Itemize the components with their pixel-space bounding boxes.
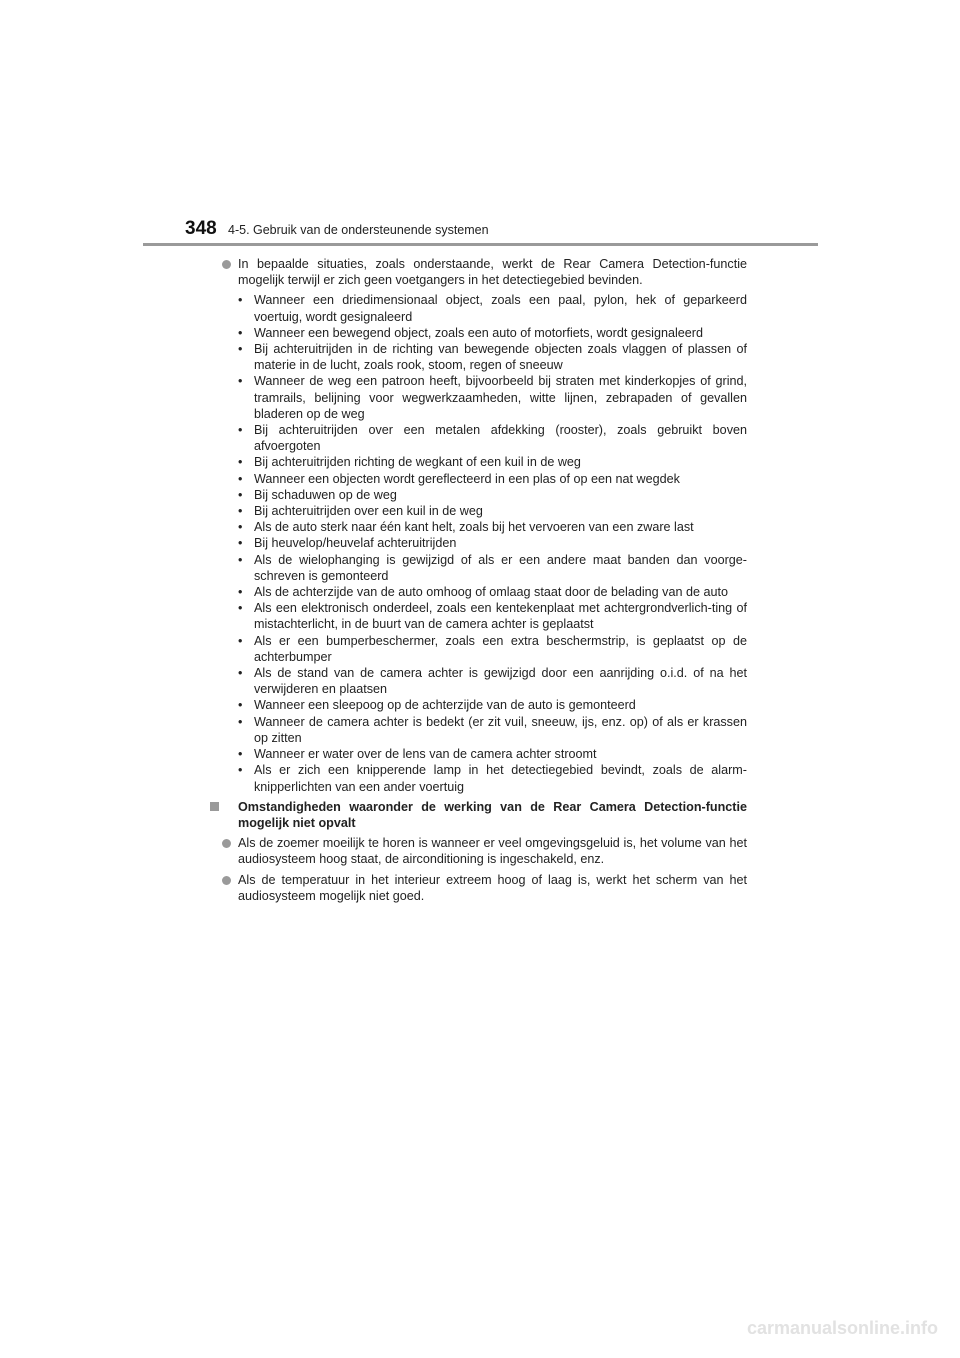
list-item: • Wanneer een bewegend object, zoals een auto of motorfiets, wordt gesignaleerd [254,325,747,341]
section-paragraph [222,872,747,904]
section-paragraph-text: Als de temperatuur in het interieur extreem hoog of laag is, werkt het scherm van het audiosysteem mogelijk niet goed. [238,872,747,903]
list-item: • Als een elektronisch onderdeel, zoals een kentekenplaat met achtergrondverlich-ting of mistachterlicht, in de buurt van de camera achter is geplaatst [254,600,747,632]
list-item: • Als de auto sterk naar één kant helt, zoals bij het vervoeren van een zware last [254,519,747,535]
list-item: • Als de achterzijde van de auto omhoog of omlaag staat door de belading van de auto [254,584,747,600]
section-heading [210,799,747,831]
list-item: • Wanneer een objecten wordt gereflecteerd in een plas of op een nat wegdek [254,471,747,487]
list-item: • Wanneer een driedimensionaal object, zoals een paal, pylon, hek of geparkeerd voertuig, wordt gesignaleerd [254,292,747,324]
circle-bullet-icon [222,876,231,885]
list-item: • Wanneer de weg een patroon heeft, bijvoorbeeld bij straten met kinderkopjes of grind, tramrails, belijning voor wegwerkzaamheden, witte lijnen, zebrapaden of gevallen bladeren op de weg [254,373,747,422]
list-item: • Als de wielophanging is gewijzigd of als er een andere maat banden dan voorge-schreven is gemonteerd [254,552,747,584]
list-item: • Bij heuvelop/heuvelaf achteruitrijden [254,535,747,551]
conditions-list [222,292,747,794]
list-item: • Wanneer de camera achter is bedekt (er zit vuil, sneeuw, ijs, enz. op) of als er krassen op zitten [254,714,747,746]
intro-paragraph [222,256,747,288]
page-number: 348 [185,218,217,239]
list-item: • Bij achteruitrijden in de richting van bewegende objecten zoals vlaggen of plassen of materie in de lucht, zoals rook, stoom, regen of sneeuw [254,341,747,373]
list-item: • Als er een bumperbeschermer, zoals een extra beschermstrip, is geplaatst op de achterbumper [254,633,747,665]
header-divider [143,243,818,246]
section-heading-text: Omstandigheden waaronder de werking van de Rear Camera Detection-functie mogelijk niet opvalt [238,799,747,830]
circle-bullet-icon [222,260,231,269]
section-paragraph [222,835,747,867]
list-item: • Bij achteruitrijden richting de wegkant of een kuil in de weg [254,454,747,470]
list-item: • Bij achteruitrijden over een kuil in de weg [254,503,747,519]
page-content [222,256,747,904]
section-title: 4-5. Gebruik van de ondersteunende systemen [228,223,489,237]
circle-bullet-icon [222,839,231,848]
section-paragraph-text: Als de zoemer moeilijk te horen is wanneer er veel omgevingsgeluid is, het volume van het audiosysteem hoog staat, de airconditioning is ingeschakeld, enz. [238,836,747,867]
watermark: carmanualsonline.info [746,1318,938,1338]
intro-text: In bepaalde situaties, zoals onderstaande, werkt de Rear Camera Detection-functie mogelijk terwijl er zich geen voetgangers in het detectiegebied bevinden. [238,257,747,288]
list-item: • Wanneer er water over de lens van de camera achter stroomt [254,746,747,762]
list-item: • Bij achteruitrijden over een metalen afdekking (rooster), zoals gebruikt boven afvoergoten [254,422,747,454]
square-bullet-icon [210,802,219,811]
list-item: • Bij schaduwen op de weg [254,487,747,503]
list-item: • Wanneer een sleepoog op de achterzijde van de auto is gemonteerd [254,697,747,713]
list-item: • Als er zich een knipperende lamp in het detectiegebied bevindt, zoals de alarm-knipperlichten van een ander voertuig [254,762,747,794]
page-header [0,0,960,250]
list-item: • Als de stand van de camera achter is gewijzigd door een aanrijding o.i.d. of na het verwijderen en plaatsen [254,665,747,697]
